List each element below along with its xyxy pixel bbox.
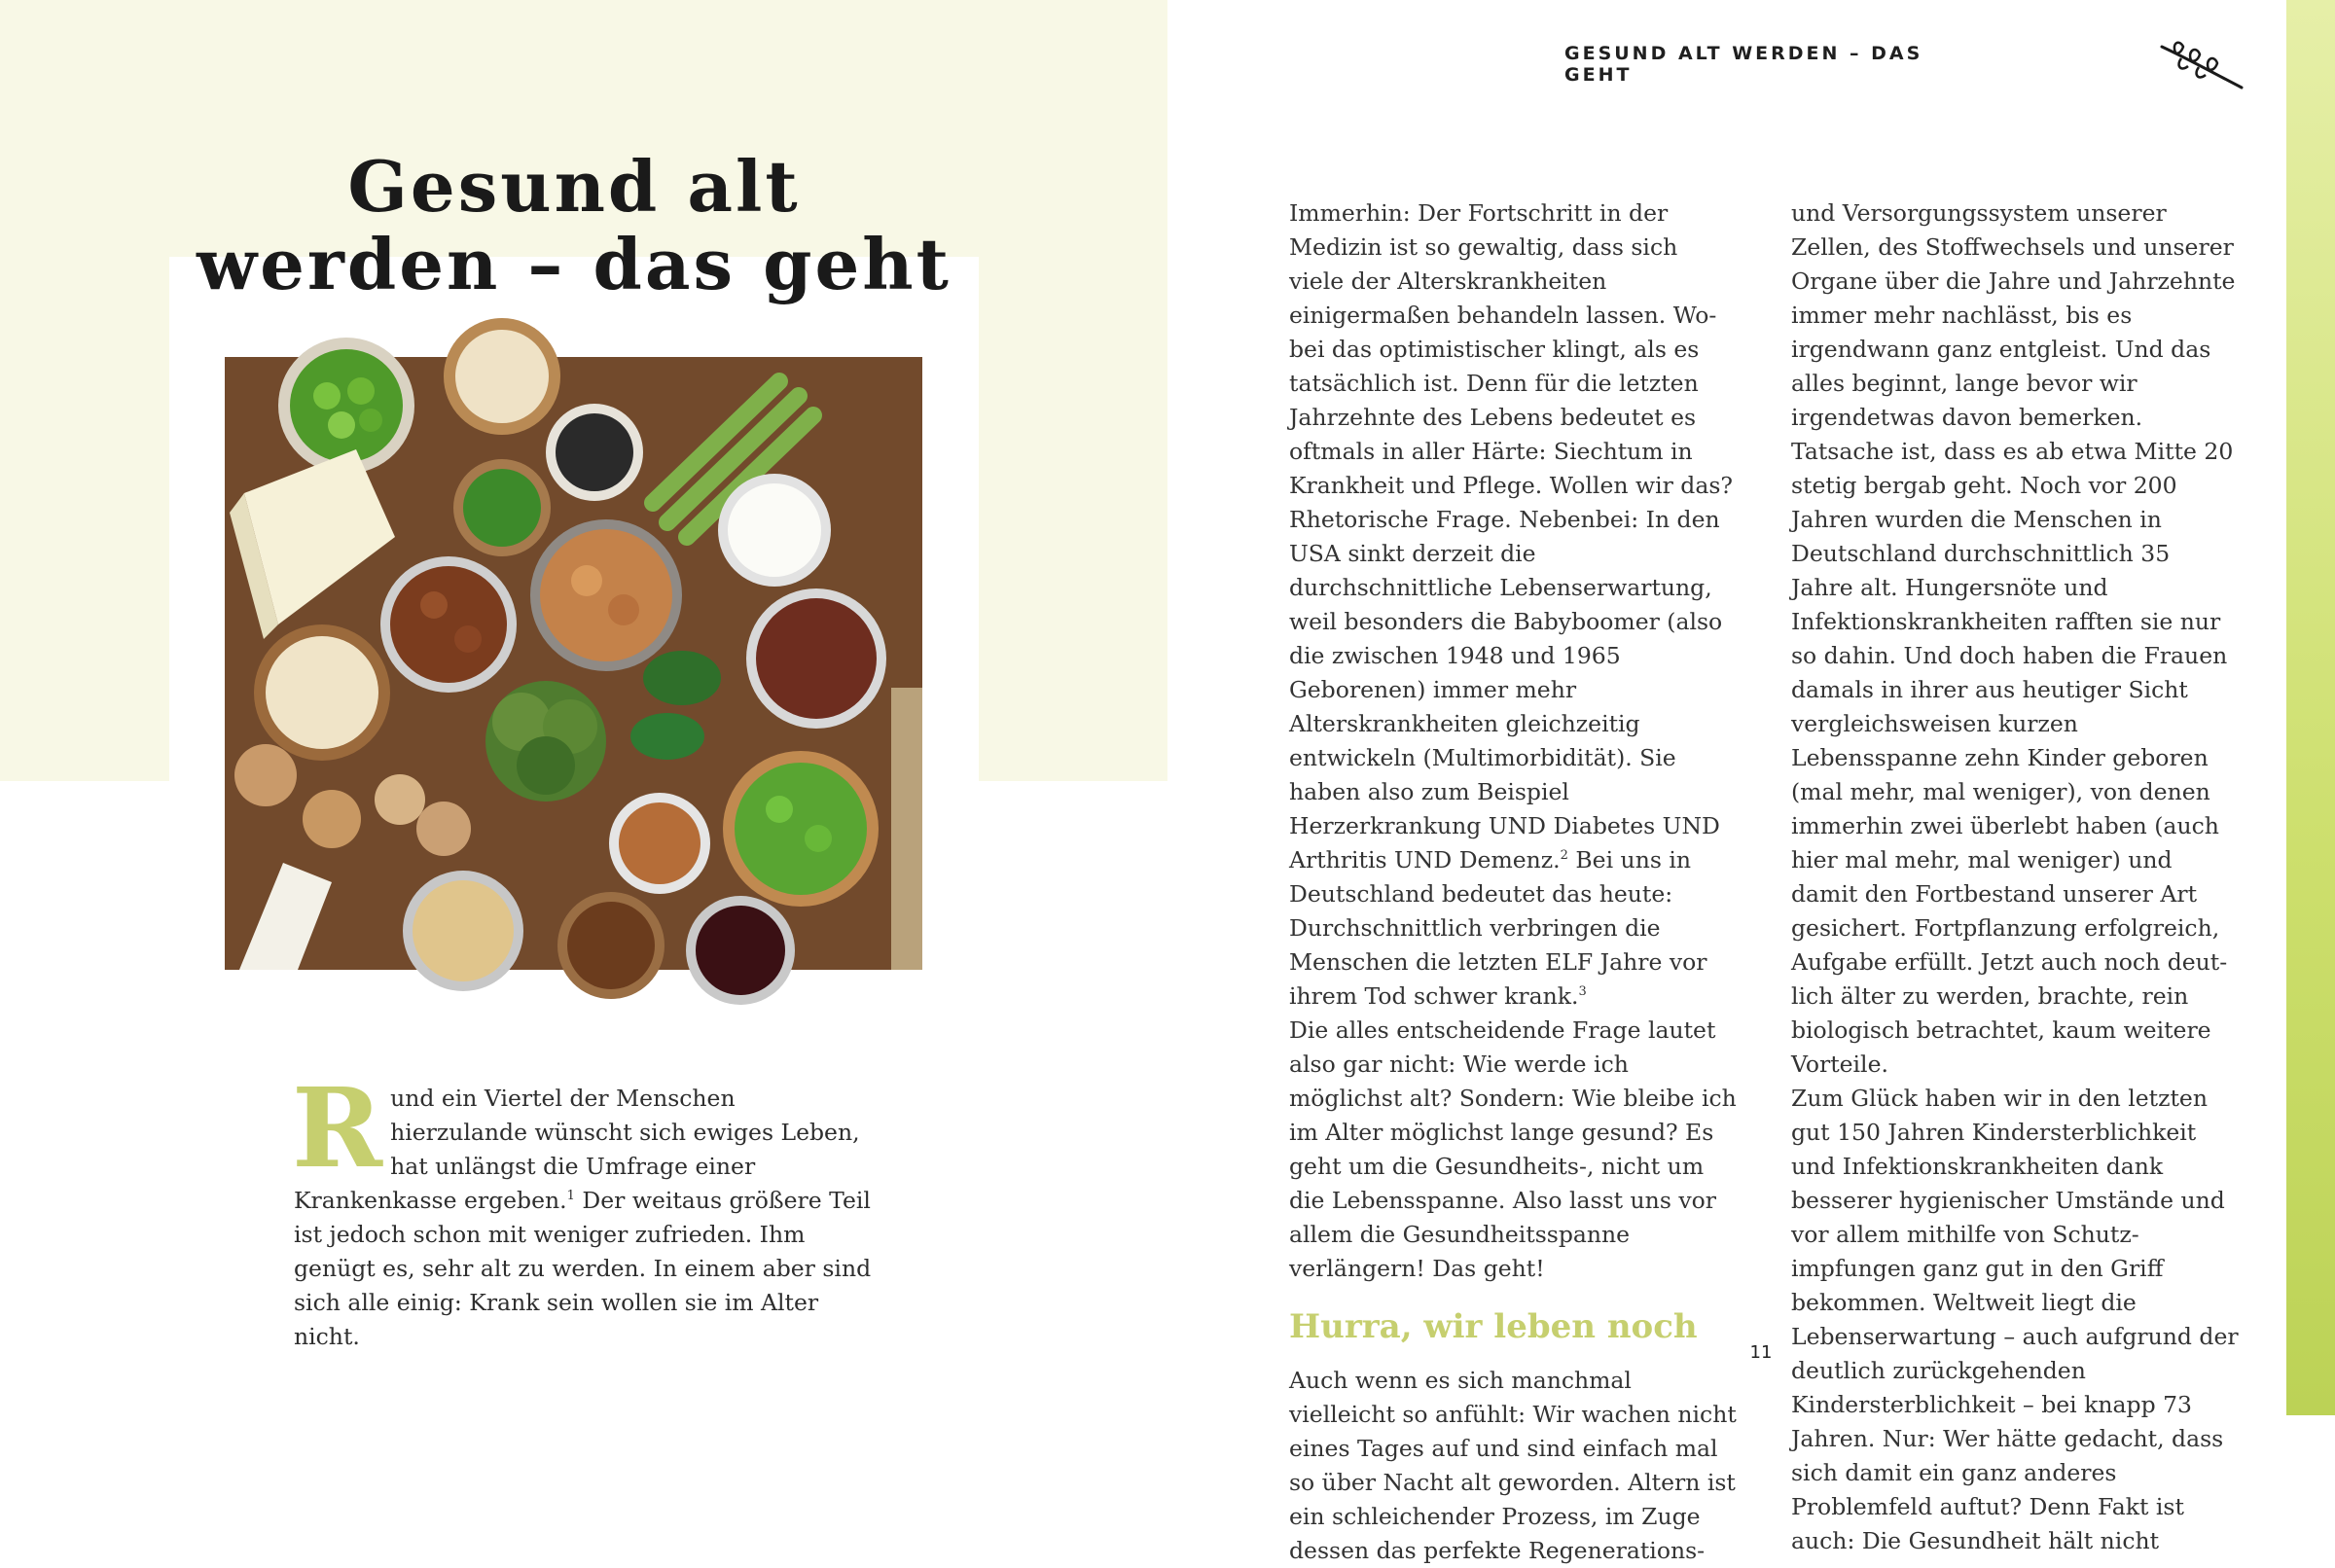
drop-cap: R — [292, 1065, 383, 1193]
paragraph — [1289, 196, 1737, 1014]
section-subheading: Hurra, wir leben noch — [1289, 1307, 1698, 1346]
running-head: GESUND ALT WERDEN – DAS GEHT — [1564, 43, 1923, 86]
footnote-ref-2[interactable]: 2 — [1560, 848, 1568, 864]
text-column-2 — [1791, 196, 2239, 1558]
footnote-ref-3[interactable]: 3 — [1578, 984, 1587, 1000]
page-number: 11 — [1749, 1342, 1773, 1363]
chapter-title-line1: Gesund alt — [347, 145, 801, 228]
chapter-title — [169, 145, 979, 305]
healthy-food-photo — [225, 357, 922, 970]
leaf-branch-icon — [2158, 37, 2245, 91]
text-column-1 — [1289, 196, 1737, 1568]
paragraph: Tatsache ist, dass es ab etwa Mitte 20 stetig bergab geht. Noch vor 200 Jahren wurden die Menschen in Deutschland durchschnittlich 35 Jahre alt. Hungersnöte und Infektionskrankheiten rafften sie nur so dahin. Und doch haben die Frauen damals in ihrer aus heutiger Sicht vergleichsweisen kurzen Lebensspanne zehn Kinder geboren (mal mehr, mal weniger), von denen immerhin zwei überlebt haben (auch hier mal mehr, mal weniger) und damit den Fortbestand unserer Art gesichert. Fortpflanzung erfolgreich, Aufgabe erfüllt. Jetzt auch noch deutlich älter zu werden, brachte, rein biologisch betrachtet, kaum weitere Vorteile. — [1791, 438, 2234, 1078]
paragraph: und Versorgungssystem unserer Zellen, des Stoffwechsels und unserer Organe über die Jahre und Jahrzehnte immer mehr nachlässt, bis es irgendwann ganz entgleist. Und das alles beginnt, lange bevor wir irgendetwas davon bemerken. — [1791, 199, 2236, 431]
chapter-title-line2: werden – das geht — [197, 223, 952, 305]
footnote-ref-1[interactable]: 1 — [566, 1189, 575, 1204]
green-page-edge — [2286, 0, 2335, 1415]
paragraph: Die alles entscheidende Frage lautet also gar nicht: Wie werde ich möglichst alt? Sondern: Wie bleibe ich im Alter möglichst lange gesund? Es geht um die Gesundheits-, nicht um die Lebensspanne. Also lasst uns vor allem die Gesundheitsspanne verlängern! Das geht! — [1289, 1016, 1737, 1282]
intro-text: und ein Viertel der Menschen hierzulande wünscht sich ewiges Leben, hat unlängst die Umfrage einer Krankenkasse ergeben. — [294, 1085, 860, 1214]
intro-text-continued: Der weitaus größere Teil ist jedoch schon mit weniger zufrieden. Ihm genügt es, sehr alt zu werden. In einem aber sind sich alle einig: Krank sein wollen sie im Alter nicht. — [294, 1187, 872, 1350]
paragraph-text: Immerhin: Der Fortschritt in der Medizin ist so gewaltig, dass sich viele der Alterskrankheiten einigermaßen behandeln lassen. Wobei das optimistischer klingt, als es tatsächlich ist. Denn für die letzten Jahrzehnte des Lebens bedeutet es oftmals in aller Härte: Siechtum in Krankheit und Pflege. Wollen wir das? Rhetorische Frage. Nebenbei: In den USA sinkt derzeit die durchschnittliche Lebenserwartung, weil besonders die Babyboomer (also die zwischen 1948 und 1965 Geborenen) immer mehr Alterskrankheiten gleichzeitig entwickeln (Multimorbidität). Sie haben also zum Beispiel Herzerkrankung UND Diabetes UND Arthritis UND Demenz. — [1289, 199, 1734, 873]
paragraph-text: Bei uns in Deutschland bedeutet das heute: Durchschnittlich verbringen die Menschen die letzten ELF Jahre vor ihrem Tod schwer krank. — [1289, 846, 1707, 1010]
paragraph: Auch wenn es sich manchmal vielleicht so anfühlt: Wir wachen nicht eines Tages auf und sind einfach mal so über Nacht alt geworden. Altern ist ein schleichender Prozess, im Zuge dessen das perfekte Regenerations- — [1289, 1367, 1737, 1564]
paragraph: Zum Glück haben wir in den letzten gut 150 Jahren Kindersterblichkeit und Infektionskrankheiten dank besserer hygienischer Umstände und vor allem mithilfe von Schutzimpfungen ganz gut in den Griff bekommen. Weltweit liegt die Lebenserwartung – auch aufgrund der deutlich zurückgehenden Kindersterblichkeit – bei knapp 73 Jahren. Nur: Wer hätte gedacht, dass sich damit ein ganz anderes Problemfeld auftut? Denn Fakt ist auch: Die Gesundheit hält nicht — [1791, 1085, 2239, 1554]
left-page — [0, 0, 1168, 1415]
intro-paragraph — [292, 1065, 878, 1354]
